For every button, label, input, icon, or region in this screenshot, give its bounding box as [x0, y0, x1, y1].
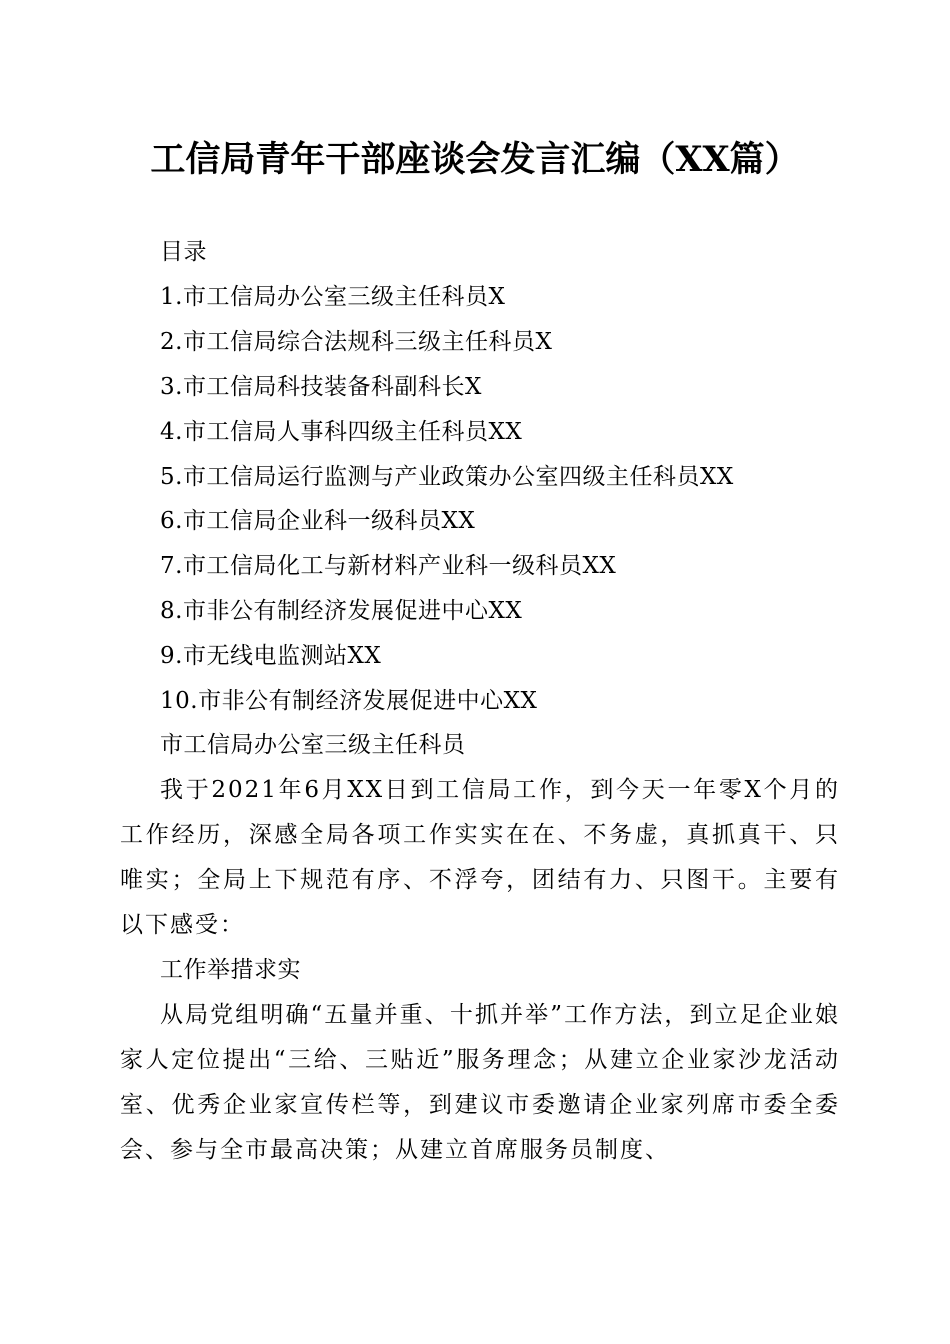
subheading-work-measures: 工作举措求实: [160, 957, 301, 983]
toc-item-8: 8.市非公有制经济发展促进中心XX: [160, 598, 523, 624]
toc-item-7: 7.市工信局化工与新材料产业科一级科员XX: [160, 553, 617, 579]
section-heading: 市工信局办公室三级主任科员: [160, 732, 466, 758]
body-paragraph-1: 我于2021年6月XX日到工信局工作，到今天一年零X个月的工作经历，深感全局各项工作实实在在、不务虚，真抓真干、只唯实；全局上下规范有序、不浮夸，团结有力、只图干。主要有以下感受：: [120, 777, 840, 938]
toc-item-10: 10.市非公有制经济发展促进中心XX: [160, 688, 538, 714]
toc-item-4: 4.市工信局人事科四级主任科员XX: [160, 419, 523, 445]
toc-item-3: 3.市工信局科技装备科副科长X: [160, 374, 482, 400]
body-paragraph-2: 从局党组明确“五量并重、十抓并举”工作方法，到立足企业娘家人定位提出“三给、三贴近”服务理念；从建立企业家沙龙活动室、优秀企业家宣传栏等，到建议市委邀请企业家列席市委全委会、参与全市最高决策；从建立首席服务员制度、: [120, 1002, 840, 1163]
document-title: 工信局青年干部座谈会发言汇编（XX篇）: [150, 139, 800, 180]
toc-item-6: 6.市工信局企业科一级科员XX: [160, 508, 476, 534]
toc-item-5: 5.市工信局运行监测与产业政策办公室四级主任科员XX: [160, 464, 734, 490]
toc-item-1: 1.市工信局办公室三级主任科员X: [160, 284, 506, 310]
toc-item-2: 2.市工信局综合法规科三级主任科员X: [160, 329, 553, 355]
toc-heading: 目录: [160, 239, 207, 265]
toc-item-9: 9.市无线电监测站XX: [160, 643, 382, 669]
